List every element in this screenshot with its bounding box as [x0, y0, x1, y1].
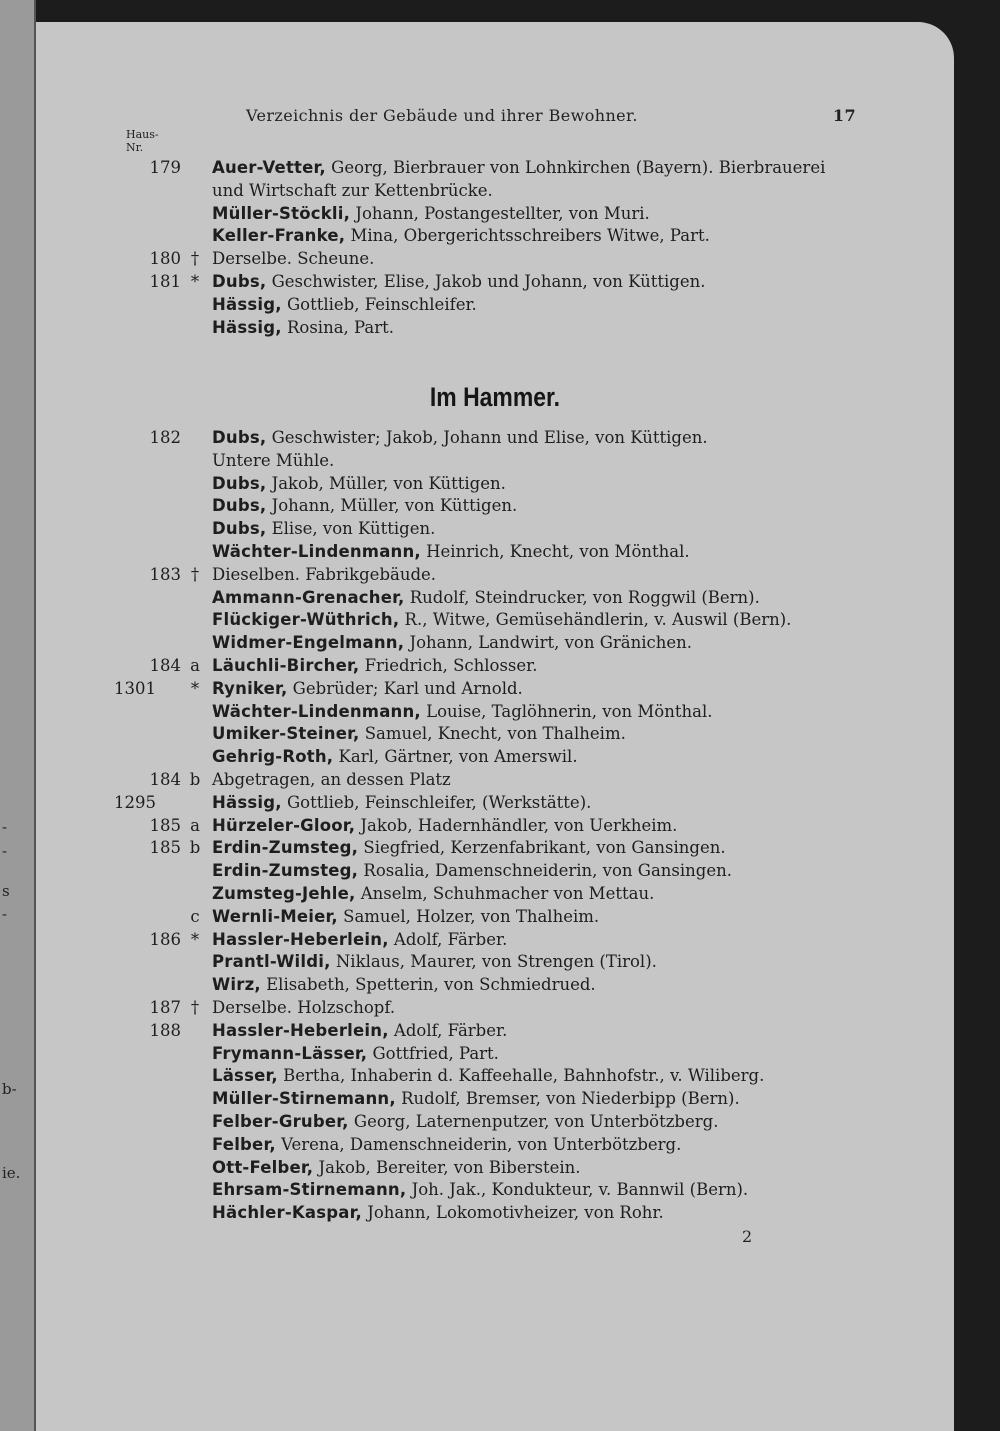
list-item — [36, 1158, 954, 1181]
list-item — [36, 1135, 954, 1158]
list-item — [36, 295, 954, 318]
document-page — [36, 22, 954, 1431]
resident-details: Johann, Postangestellter, von Muri. — [350, 203, 650, 223]
column-label-line: Nr. — [126, 141, 144, 154]
resident-details: Johann, Lokomotivheizer, von Rohr. — [361, 1203, 664, 1223]
resident-details: Samuel, Holzer, von Thalheim. — [337, 906, 600, 926]
house-number: 180 — [149, 249, 181, 269]
entry-text — [212, 1203, 664, 1222]
entry-text — [212, 633, 692, 652]
page-number: 17 — [832, 106, 856, 125]
resident-details: Adolf, Färber. — [388, 929, 508, 949]
left-fragment: b- — [2, 1080, 17, 1098]
list-item — [36, 204, 954, 227]
list-item — [36, 679, 954, 702]
resident-name: Wirz, — [212, 975, 261, 995]
entry-text — [212, 975, 596, 994]
resident-details: Samuel, Knecht, von Thalheim. — [359, 724, 626, 744]
resident-details: Adolf, Färber. — [388, 1020, 508, 1040]
list-item — [36, 610, 954, 633]
resident-details: Rosalia, Damenschneiderin, von Gansingen. — [358, 861, 733, 881]
resident-details: Siegfried, Kerzenfabrikant, von Gansingen. — [358, 838, 726, 858]
resident-details: Rudolf, Bremser, von Niederbipp (Bern). — [395, 1089, 740, 1109]
list-item — [36, 226, 954, 249]
house-mark: † — [190, 998, 200, 1017]
resident-name: Ryniker, — [212, 678, 288, 698]
resident-details: Johann, Müller, von Küttigen. — [266, 496, 518, 516]
list-item — [36, 838, 954, 861]
resident-name: Hassler-Heberlein, — [212, 1020, 389, 1040]
entry-text — [212, 724, 626, 743]
resident-details: und Wirtschaft zur Kettenbrücke. — [212, 180, 493, 200]
resident-name: Wächter-Lindenmann, — [212, 701, 421, 721]
resident-name: Erdin-Zumsteg, — [212, 838, 359, 858]
house-mark: † — [190, 249, 200, 269]
entry-text — [212, 930, 507, 949]
resident-name: Müller-Stöckli, — [212, 203, 351, 223]
resident-name: Lässer, — [212, 1066, 278, 1086]
list-item — [36, 496, 954, 519]
entry-text — [212, 588, 760, 607]
entry-text — [212, 226, 710, 245]
entry-text — [212, 656, 537, 675]
list-item — [36, 1112, 954, 1135]
resident-details: Geschwister, Elise, Jakob und Johann, von Küttigen. — [266, 272, 706, 291]
resident-details: Untere Mühle. — [212, 450, 335, 470]
resident-name: Prantl-Wildi, — [212, 952, 331, 972]
list-item — [36, 770, 954, 793]
entry-text — [212, 747, 578, 766]
list-item — [36, 272, 954, 295]
entry-text — [212, 998, 395, 1017]
entry-text — [212, 679, 523, 698]
resident-details: Gottfried, Part. — [367, 1043, 499, 1063]
resident-details: Gottlieb, Feinschleifer, (Werkstätte). — [281, 792, 592, 812]
resident-name: Hürzeler-Gloor, — [212, 815, 356, 835]
resident-details: Friedrich, Schlosser. — [359, 656, 538, 675]
entry-text — [212, 1089, 740, 1108]
resident-details: Rosina, Part. — [281, 317, 394, 337]
list-item — [36, 1203, 954, 1226]
old-number: 1301 — [114, 678, 156, 698]
list-item — [36, 249, 954, 272]
resident-details: Karl, Gärtner, von Amerswil. — [333, 747, 578, 767]
resident-name: Umiker-Steiner, — [212, 724, 360, 744]
entry-text — [212, 451, 334, 470]
entry-text — [212, 496, 517, 515]
house-mark: b — [189, 838, 201, 858]
resident-details: Jakob, Müller, von Küttigen. — [266, 473, 506, 493]
entry-text — [212, 158, 825, 177]
list-item — [36, 907, 954, 930]
entry-text — [212, 181, 493, 200]
house-mark: † — [190, 564, 200, 584]
resident-name: Zumsteg-Jehle, — [212, 884, 356, 903]
resident-name: Müller-Stirnemann, — [212, 1089, 396, 1109]
resident-details: Geschwister; Jakob, Johann und Elise, von Küttigen. — [266, 428, 708, 447]
entry-text — [212, 1021, 507, 1040]
list-item — [36, 158, 954, 181]
entry-text — [212, 861, 732, 880]
list-item — [36, 793, 954, 816]
list-item — [36, 1089, 954, 1112]
old-number: 1295 — [114, 792, 156, 812]
list-item — [36, 565, 954, 588]
list-item — [36, 542, 954, 565]
house-number: 186 — [149, 929, 181, 949]
resident-details: Anselm, Schuhmacher von Mettau. — [355, 884, 655, 903]
house-number: 181 — [149, 272, 181, 291]
entry-text — [212, 295, 477, 314]
resident-details: Dieselben. Fabrikgebäude. — [212, 564, 437, 584]
resident-name: Ehrsam-Stirnemann, — [212, 1180, 407, 1200]
resident-details: Abgetragen, an dessen Platz — [212, 770, 451, 789]
resident-name: Widmer-Engelmann, — [212, 633, 405, 653]
page-header — [246, 106, 856, 125]
entry-text — [212, 1135, 681, 1154]
house-mark: c — [190, 906, 200, 926]
resident-name: Läuchli-Bircher, — [212, 656, 360, 675]
resident-name: Erdin-Zumsteg, — [212, 861, 359, 881]
list-item — [36, 861, 954, 884]
list-item — [36, 1044, 954, 1067]
resident-details: Bertha, Inhaberin d. Kaffeehalle, Bahnhofstr., v. Wiliberg. — [277, 1066, 765, 1086]
list-item — [36, 1066, 954, 1089]
resident-name: Gehrig-Roth, — [212, 747, 334, 767]
house-number: 185 — [149, 815, 181, 835]
resident-name: Hächler-Kaspar, — [212, 1203, 362, 1223]
entry-text — [212, 1066, 764, 1085]
resident-name: Keller-Franke, — [212, 226, 346, 246]
resident-details: Jakob, Bereiter, von Biberstein. — [313, 1157, 581, 1177]
list-item — [36, 451, 954, 474]
list-item — [36, 633, 954, 656]
signature-mark: 2 — [742, 1227, 753, 1246]
left-fragment: s — [2, 882, 10, 900]
list-item — [36, 884, 954, 907]
resident-name: Felber-Gruber, — [212, 1112, 349, 1131]
entry-text — [212, 1180, 748, 1199]
house-mark: * — [190, 272, 200, 291]
list-item — [36, 656, 954, 679]
list-item — [36, 519, 954, 542]
resident-details: Derselbe. Holzschopf. — [212, 998, 396, 1017]
list-item — [36, 952, 954, 975]
house-number: 183 — [149, 564, 181, 584]
entry-text — [212, 793, 591, 812]
resident-name: Dubs, — [212, 428, 267, 447]
house-mark: a — [190, 815, 200, 835]
left-fragment: - — [2, 905, 8, 923]
house-mark: * — [190, 678, 200, 698]
resident-details: Jakob, Hadernhändler, von Uerkheim. — [355, 815, 678, 835]
resident-name: Wernli-Meier, — [212, 906, 338, 926]
entry-text — [212, 318, 394, 337]
list-item — [36, 747, 954, 770]
house-number: 187 — [149, 998, 181, 1017]
resident-details: Johann, Landwirt, von Gränichen. — [404, 633, 693, 653]
entry-text — [212, 816, 677, 835]
entry-text — [212, 770, 451, 789]
entry-text — [212, 702, 713, 721]
list-item — [36, 816, 954, 839]
resident-details: Derselbe. Scheune. — [212, 249, 375, 269]
house-mark: a — [190, 656, 200, 675]
house-number: 185 — [149, 838, 181, 858]
list-item — [36, 1180, 954, 1203]
house-number: 184 — [149, 770, 181, 789]
list-item — [36, 1021, 954, 1044]
resident-details: Elise, von Küttigen. — [266, 519, 436, 539]
list-item — [36, 474, 954, 497]
resident-name: Dubs, — [212, 473, 267, 493]
resident-name: Dubs, — [212, 496, 267, 516]
entry-text — [212, 542, 690, 561]
list-item — [36, 702, 954, 725]
resident-name: Hassler-Heberlein, — [212, 929, 389, 949]
resident-name: Wächter-Lindenmann, — [212, 542, 421, 561]
entry-text — [212, 838, 726, 857]
resident-details: Gebrüder; Karl und Arnold. — [287, 678, 523, 698]
list-item — [36, 975, 954, 998]
resident-details: Joh. Jak., Kondukteur, v. Bannwil (Bern). — [406, 1180, 749, 1200]
entry-text — [212, 1112, 718, 1131]
resident-details: Rudolf, Steindrucker, von Roggwil (Bern). — [404, 587, 760, 607]
resident-details: R., Witwe, Gemüsehändlerin, v. Auswil (Bern). — [399, 610, 792, 630]
entry-text — [212, 249, 374, 268]
resident-name: Dubs, — [212, 519, 267, 539]
left-fragment: - — [2, 818, 8, 836]
entry-text — [212, 519, 435, 538]
resident-details: Niklaus, Maurer, von Strengen (Tirol). — [330, 952, 657, 972]
house-mark: b — [189, 770, 201, 789]
entry-text — [212, 1158, 581, 1177]
resident-details: Mina, Obergerichtsschreibers Witwe, Part. — [345, 226, 710, 246]
resident-details: Verena, Damenschneiderin, von Unterbötzberg. — [275, 1134, 682, 1154]
section-title: Im Hammer. — [429, 382, 561, 412]
header-title: Verzeichnis der Gebäude und ihrer Bewohner. — [246, 106, 638, 125]
entry-text — [212, 610, 791, 629]
resident-details: Elisabeth, Spetterin, von Schmiedrued. — [260, 975, 596, 995]
list-item — [36, 724, 954, 747]
list-item — [36, 588, 954, 611]
entry-text — [212, 272, 705, 291]
resident-details: Georg, Bierbrauer von Lohnkirchen (Bayern). Bierbrauerei — [325, 158, 826, 177]
list-item — [36, 930, 954, 953]
house-number: 179 — [149, 158, 181, 177]
column-label-line: Haus- — [126, 128, 159, 141]
entry-text — [212, 428, 708, 447]
list-item — [36, 181, 954, 204]
list-item — [36, 998, 954, 1021]
resident-details: Louise, Taglöhnerin, von Mönthal. — [420, 701, 713, 721]
resident-details: Georg, Laternenputzer, von Unterbötzberg. — [348, 1112, 719, 1131]
resident-name: Auer-Vetter, — [212, 158, 326, 177]
entry-text — [212, 907, 599, 926]
column-label — [126, 128, 159, 154]
house-number: 188 — [149, 1020, 181, 1040]
list-item — [36, 428, 954, 451]
house-mark: * — [190, 929, 200, 949]
entry-text — [212, 952, 657, 971]
entry-text — [212, 884, 654, 903]
entry-text — [212, 1044, 499, 1063]
resident-name: Hässig, — [212, 792, 282, 812]
resident-name: Hässig, — [212, 317, 282, 337]
house-number: 182 — [149, 428, 181, 447]
resident-details: Gottlieb, Feinschleifer. — [281, 294, 477, 314]
entry-text — [212, 565, 436, 584]
entry-text — [212, 474, 506, 493]
resident-name: Dubs, — [212, 272, 267, 291]
entry-text — [212, 204, 650, 223]
resident-name: Felber, — [212, 1134, 276, 1154]
resident-name: Ammann-Grenacher, — [212, 587, 405, 607]
resident-name: Ott-Felber, — [212, 1157, 314, 1177]
left-page-edge — [0, 0, 36, 1431]
house-number: 184 — [149, 656, 181, 675]
resident-details: Heinrich, Knecht, von Mönthal. — [420, 542, 690, 561]
resident-name: Hässig, — [212, 294, 282, 314]
list-item — [36, 318, 954, 341]
left-fragment: ie. — [2, 1164, 21, 1182]
resident-name: Frymann-Lässer, — [212, 1043, 368, 1063]
left-fragment: - — [2, 842, 8, 860]
resident-name: Flückiger-Wüthrich, — [212, 610, 400, 630]
